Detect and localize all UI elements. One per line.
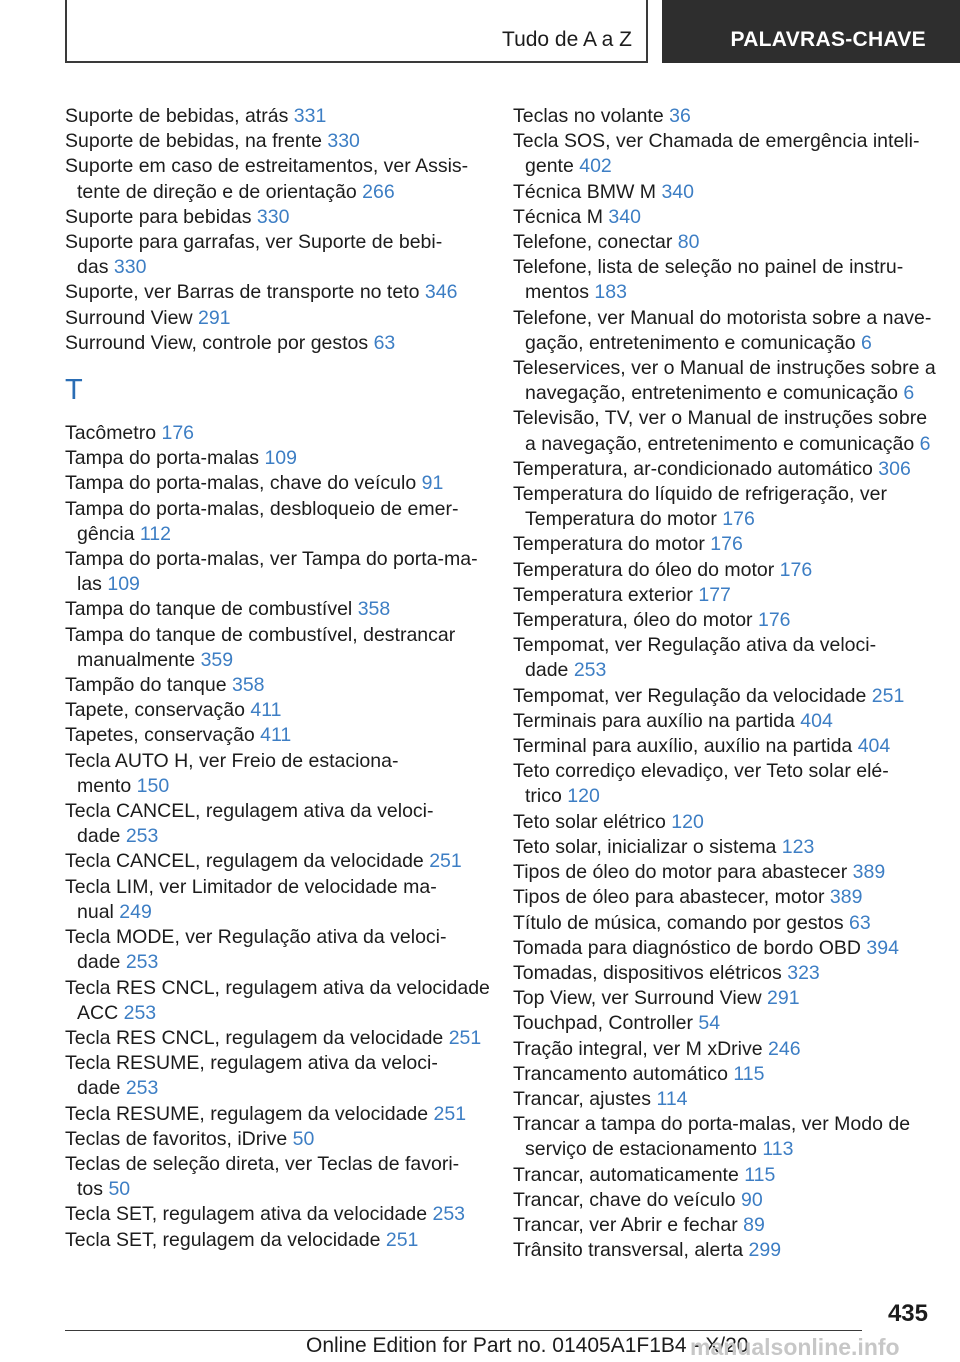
index-entry: [513, 810, 953, 835]
index-entry: [513, 457, 953, 482]
index-entry: [513, 1011, 953, 1036]
page-reference-link[interactable]: 330: [256, 205, 290, 228]
page-reference-link[interactable]: 176: [757, 609, 791, 632]
page-reference-link[interactable]: 330: [327, 130, 360, 153]
entry-text: manualmente: [77, 648, 196, 671]
entry-text: Tecla RESUME, regulagem ativa da veloci-: [65, 1052, 438, 1075]
entry-text: Tipos de óleo para abastecer, motor: [513, 886, 825, 909]
index-entry: [65, 597, 483, 622]
entry-text: Trancar a tampa do porta-malas, ver Modo de: [513, 1113, 911, 1136]
index-entry: [513, 532, 953, 557]
page-reference-link[interactable]: 411: [250, 699, 282, 722]
entry-text: Tampa do porta-malas, chave do veículo: [65, 472, 417, 495]
page-reference-link[interactable]: 80: [677, 231, 700, 254]
entry-text: Surround View, controle por gestos: [65, 331, 369, 354]
entry-text: Temperatura do motor: [525, 508, 717, 531]
page-reference-link[interactable]: 150: [136, 774, 170, 797]
entry-text: dade: [77, 951, 121, 974]
index-column-left: [65, 104, 490, 1253]
index-entry: [513, 961, 953, 986]
index-entry: [513, 406, 953, 456]
page-reference-link[interactable]: 306: [878, 457, 911, 480]
entry-text: Terminais para auxílio na partida: [513, 709, 795, 732]
entry-text: Trancar, automaticamente: [513, 1163, 739, 1186]
entry-text: Trancamento automático: [513, 1062, 728, 1085]
page-reference-link[interactable]: 50: [292, 1127, 315, 1150]
entry-text: Telefone, conectar: [513, 231, 673, 254]
index-entry: [513, 558, 953, 583]
footer-divider: [65, 1330, 862, 1331]
page-reference-link[interactable]: 253: [573, 659, 607, 682]
entry-text: gação, entretenimento e comunicação: [525, 331, 856, 354]
page-reference-link[interactable]: 251: [871, 684, 905, 707]
entry-text: tos: [77, 1178, 104, 1201]
entry-text: Suporte de bebidas, atrás: [65, 105, 289, 127]
entry-text: Tampa do porta-malas: [65, 447, 260, 470]
page-reference-link[interactable]: 123: [781, 835, 815, 858]
entry-text: Temperatura do óleo do motor: [513, 558, 775, 581]
page-reference-link[interactable]: 176: [722, 508, 755, 531]
index-entry: [65, 154, 483, 204]
index-entry: [513, 306, 953, 356]
index-entry: [513, 633, 953, 683]
page-reference-link[interactable]: 246: [768, 1037, 801, 1060]
index-entry: [513, 709, 953, 734]
page-reference-link[interactable]: 113: [762, 1138, 794, 1161]
index-entry: [513, 835, 953, 860]
entry-text: Trânsito transversal, alerta: [513, 1239, 744, 1262]
entry-text: dade: [525, 659, 569, 682]
page-reference-link[interactable]: 266: [362, 180, 395, 203]
page-number: 435: [887, 1300, 928, 1327]
entry-text: Trancar, chave do veículo: [513, 1188, 736, 1211]
page-reference-link[interactable]: 90: [741, 1188, 763, 1211]
page-reference-link[interactable]: 54: [698, 1012, 721, 1035]
entry-text: navegação, entretenimento e comunicação: [525, 382, 898, 405]
entry-text: Suporte de bebidas, na frente: [65, 130, 322, 153]
entry-text: Tampa do tanque de combustível: [65, 598, 353, 621]
entry-text: Suporte para garrafas, ver Suporte de bebi-: [65, 231, 443, 254]
entry-text: Tecla CANCEL, regulagem ativa da veloci-: [65, 800, 434, 823]
entry-text: Tecla RES CNCL, regulagem ativa da velocidade: [65, 976, 490, 999]
index-entry: [513, 482, 953, 532]
page-reference-link[interactable]: 323: [787, 961, 820, 984]
entry-text: a navegação, entretenimento e comunicação: [525, 432, 915, 455]
entry-text: Tecla AUTO H, ver Freio de estaciona-: [65, 749, 399, 772]
page-reference-link[interactable]: 253: [125, 1077, 159, 1100]
page-reference-link[interactable]: 251: [385, 1228, 419, 1251]
entry-text: Técnica M: [513, 205, 603, 228]
page-reference-link[interactable]: 249: [119, 900, 152, 923]
index-entry: [65, 306, 483, 331]
entry-text: Teclas no volante: [513, 105, 664, 127]
header-section-tab: [65, 0, 648, 63]
index-entry: [513, 356, 953, 406]
entry-text: Teto solar elétrico: [513, 810, 666, 833]
page-reference-link[interactable]: 251: [433, 1102, 467, 1125]
entry-text: Teto solar, inicializar o sistema: [513, 835, 777, 858]
index-entry: [65, 497, 483, 547]
index-entry: [513, 734, 953, 759]
entry-text: Teto corrediço elevadiço, ver Teto solar elé-: [513, 760, 889, 783]
entry-text: dade: [77, 825, 121, 848]
edition-text: Online Edition for Part no. 01405A1F1B4 - X/20: [306, 1334, 749, 1357]
index-entry: [513, 1037, 953, 1062]
section-letter: T: [65, 374, 83, 407]
page-reference-link[interactable]: 253: [123, 1001, 157, 1024]
entry-text: Trancar, ajustes: [513, 1087, 652, 1110]
index-entry: [65, 623, 483, 673]
index-entry: [65, 673, 483, 698]
page-reference-link[interactable]: 340: [608, 205, 641, 228]
page-reference-link[interactable]: 91: [421, 472, 444, 495]
index-entry: [65, 799, 483, 849]
index-column-right: [513, 104, 953, 1263]
index-entry: [513, 1163, 953, 1188]
index-entry: [513, 684, 953, 709]
keyword-tab-label: PALAVRAS-CHAVE: [730, 28, 926, 51]
index-entry: [513, 230, 953, 255]
index-entry: [513, 986, 953, 1011]
entry-text: Tecla MODE, ver Regulação ativa da veloci-: [65, 926, 447, 949]
entry-text: Temperatura do motor: [513, 533, 705, 556]
index-entry: [65, 1202, 483, 1227]
entry-text: Temperatura do líquido de refrigeração, ver: [513, 483, 887, 506]
index-entry: [65, 205, 483, 230]
index-entry: [513, 1062, 953, 1087]
entry-text: Tecla RES CNCL, regulagem da velocidade: [65, 1026, 444, 1049]
index-entry: [65, 471, 483, 496]
index-entry: [513, 1238, 953, 1263]
index-entry: [65, 1127, 483, 1152]
entry-text: Trancar, ver Abrir e fechar: [513, 1213, 738, 1236]
page-reference-link[interactable]: 112: [139, 522, 171, 545]
entry-text: Surround View: [65, 306, 193, 329]
entry-text: trico: [525, 785, 562, 808]
entry-text: dade: [77, 1077, 121, 1100]
index-entry: [513, 936, 953, 961]
page-reference-link[interactable]: 109: [107, 573, 140, 596]
index-entry: [513, 104, 953, 129]
index-entry: [65, 129, 483, 154]
entry-text: Telefone, lista de seleção no painel de instru-: [513, 256, 904, 279]
header-keyword-tab: [662, 0, 960, 63]
page-reference-link[interactable]: 389: [829, 886, 863, 909]
page-reference-link[interactable]: 340: [661, 180, 694, 203]
index-entry: [513, 180, 953, 205]
entry-text: Tipos de óleo do motor para abastecer: [513, 861, 848, 884]
entry-text: Tecla SET, regulagem ativa da velocidade: [65, 1203, 428, 1226]
index-entry: [513, 1087, 953, 1112]
index-entry: [65, 925, 483, 975]
page-reference-link[interactable]: 120: [671, 810, 704, 833]
entry-text: Teleservices, ver o Manual de instruções sobre a: [513, 357, 936, 380]
entry-text: Tampa do porta-malas, ver Tampa do porta-ma-: [65, 548, 478, 571]
page-reference-link[interactable]: 291: [767, 987, 800, 1010]
entry-text: Tomadas, dispositivos elétricos: [513, 961, 782, 984]
entry-text: Tampa do tanque de combustível, destrancar: [65, 623, 456, 646]
index-entry: [65, 1228, 483, 1253]
index-entry: [65, 1051, 483, 1101]
index-entry: [513, 1112, 953, 1162]
entry-text: Tomada para diagnóstico de bordo OBD: [513, 936, 861, 959]
page-reference-link[interactable]: 115: [744, 1163, 776, 1186]
index-entry: [513, 885, 953, 910]
page-reference-link[interactable]: 6: [903, 382, 915, 405]
page-reference-link[interactable]: 63: [373, 331, 396, 354]
page-reference-link[interactable]: 176: [710, 533, 743, 556]
entry-text: Tração integral, ver M xDrive: [513, 1037, 763, 1060]
index-entry: [65, 1026, 483, 1051]
page-reference-link[interactable]: 6: [919, 432, 931, 455]
entry-text: serviço de estacionamento: [525, 1138, 757, 1161]
page-reference-link[interactable]: 330: [113, 256, 147, 279]
entry-text: Suporte em caso de estreitamentos, ver Assis-: [65, 155, 469, 178]
entry-text: Temperatura exterior: [513, 583, 693, 606]
index-entry: [65, 723, 483, 748]
index-entry: [65, 849, 483, 874]
page-reference-link[interactable]: 404: [857, 735, 891, 758]
page-reference-link[interactable]: 36: [669, 105, 691, 127]
entry-text: Tampa do porta-malas, desbloqueio de emer-: [65, 497, 459, 520]
page-reference-link[interactable]: 331: [293, 105, 327, 127]
entry-text: Tapete, conservação: [65, 699, 245, 722]
entry-text: Tecla SET, regulagem da velocidade: [65, 1228, 381, 1251]
page-reference-link[interactable]: 177: [698, 583, 731, 606]
index-entry: [513, 759, 953, 809]
page-reference-link[interactable]: 394: [866, 936, 899, 959]
index-entry: [65, 104, 483, 129]
entry-text: Título de música, comando por gestos: [513, 911, 844, 934]
entry-text: Teclas de favoritos, iDrive: [65, 1127, 288, 1150]
page-reference-link[interactable]: 411: [260, 724, 292, 747]
page-reference-link[interactable]: 404: [800, 709, 833, 732]
entry-text: ACC: [77, 1001, 119, 1024]
page-reference-link[interactable]: 359: [200, 648, 234, 671]
page-reference-link[interactable]: 176: [779, 558, 813, 581]
page-reference-link[interactable]: 251: [429, 850, 462, 873]
index-entry: [65, 331, 483, 356]
page-reference-link[interactable]: 299: [748, 1239, 782, 1262]
index-entry: [65, 421, 483, 446]
entry-text: Top View, ver Surround View: [513, 987, 762, 1010]
entry-text: Temperatura, óleo do motor: [513, 609, 753, 632]
page-reference-link[interactable]: 50: [108, 1178, 131, 1201]
entry-text: Tempomat, ver Regulação da velocidade: [513, 684, 867, 707]
entry-text: Técnica BMW M: [513, 180, 657, 203]
page-reference-link[interactable]: 358: [357, 598, 391, 621]
index-entry: [513, 608, 953, 633]
entry-text: Teclas de seleção direta, ver Teclas de favori-: [65, 1152, 460, 1175]
entry-text: Tampão do tanque: [65, 674, 227, 697]
index-entry: [65, 1102, 483, 1127]
entry-text: Suporte, ver Barras de transporte no teto: [65, 281, 420, 304]
page-reference-link[interactable]: 346: [424, 281, 458, 304]
index-entry: [65, 749, 483, 799]
page-reference-link[interactable]: 402: [579, 155, 612, 178]
index-entry: [65, 976, 490, 1026]
page-reference-link[interactable]: 120: [567, 785, 600, 808]
entry-text: Suporte para bebidas: [65, 205, 252, 228]
page-reference-link[interactable]: 389: [852, 861, 886, 884]
entry-text: Tapetes, conservação: [65, 724, 255, 747]
page-reference-link[interactable]: 253: [432, 1203, 466, 1226]
index-entry: [65, 1152, 483, 1202]
page-reference-link[interactable]: 89: [743, 1213, 765, 1236]
page-reference-link[interactable]: 109: [264, 447, 297, 470]
entry-text: Tecla RESUME, regulagem da velocidade: [65, 1102, 429, 1125]
page-reference-link[interactable]: 6: [861, 331, 872, 354]
index-entry: [513, 1213, 953, 1238]
index-entry: [513, 583, 953, 608]
index-entry: [513, 911, 953, 936]
page-reference-link[interactable]: 253: [125, 825, 159, 848]
entry-text: Tempomat, ver Regulação ativa da veloci-: [513, 634, 877, 657]
entry-text: mento: [77, 774, 132, 797]
watermark: manualsonline.info: [690, 1334, 900, 1360]
entry-text: Tacômetro: [65, 422, 157, 445]
page-reference-link[interactable]: 176: [161, 422, 195, 445]
index-entry: [513, 860, 953, 885]
index-entry: [65, 698, 483, 723]
section-title: Tudo de A a Z: [502, 28, 632, 51]
entry-text: Temperatura, ar-condicionado automático: [513, 457, 873, 480]
index-entry: [65, 446, 483, 471]
index-entry: [65, 230, 483, 280]
page-reference-link[interactable]: 251: [448, 1026, 482, 1049]
page-reference-link[interactable]: 63: [849, 911, 871, 934]
index-entry: [513, 255, 953, 305]
entry-text: Tecla LIM, ver Limitador de velocidade ma-: [65, 875, 437, 898]
entry-text: das: [77, 256, 109, 279]
page-reference-link[interactable]: 114: [656, 1087, 688, 1110]
entry-text: Terminal para auxílio, auxílio na partida: [513, 735, 853, 758]
page-reference-link[interactable]: 358: [231, 674, 265, 697]
index-entry: [65, 875, 483, 925]
index-entry: [65, 280, 483, 305]
entry-text: Tecla CANCEL, regulagem da velocidade: [65, 850, 424, 873]
page-reference-link[interactable]: 253: [125, 951, 159, 974]
entry-text: tente de direção e de orientação: [77, 180, 357, 203]
entry-text: mentos: [525, 281, 589, 304]
index-entry: [513, 129, 953, 179]
entry-text: gente: [525, 155, 574, 178]
entry-text: Televisão, TV, ver o Manual de instruções sobre: [513, 407, 928, 430]
entry-text: las: [77, 573, 102, 596]
entry-text: Tecla SOS, ver Chamada de emergência inteli-: [513, 130, 920, 153]
page-reference-link[interactable]: 291: [197, 306, 231, 329]
page-reference-link[interactable]: 115: [733, 1062, 765, 1085]
index-entry: [513, 1188, 953, 1213]
index-entry: [65, 547, 483, 597]
entry-text: nual: [77, 900, 114, 923]
page-reference-link[interactable]: 183: [594, 281, 627, 304]
index-entry: [513, 205, 953, 230]
entry-text: Telefone, ver Manual do motorista sobre a nave-: [513, 306, 932, 329]
entry-text: Touchpad, Controller: [513, 1012, 693, 1035]
entry-text: gência: [77, 522, 135, 545]
